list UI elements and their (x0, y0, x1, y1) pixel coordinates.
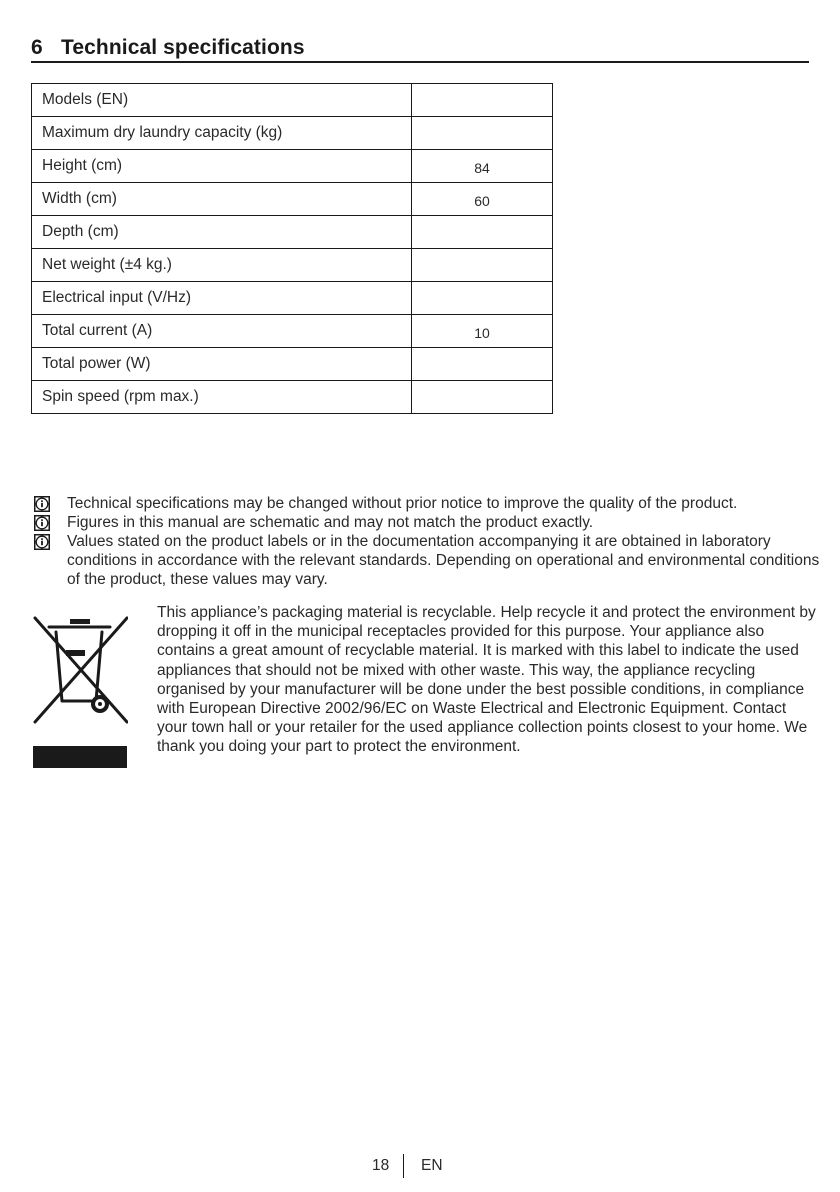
spec-row (32, 117, 553, 150)
spec-row (32, 216, 553, 249)
spec-label: Spin speed (rpm max.) (32, 381, 412, 414)
page-footer (0, 1154, 840, 1180)
note-item (34, 494, 824, 513)
notes-list (34, 494, 824, 589)
weee-bar (33, 746, 127, 768)
note-item (34, 513, 824, 532)
spec-table (31, 83, 553, 414)
spec-label: Depth (cm) (32, 216, 412, 249)
section-number: 6 (31, 36, 43, 59)
note-item (34, 532, 824, 589)
info-icon (34, 534, 50, 550)
spec-row (32, 249, 553, 282)
spec-value (412, 282, 553, 315)
spec-row (32, 315, 553, 348)
footer-divider (403, 1154, 404, 1178)
language-code: EN (421, 1157, 443, 1174)
note-text: Technical specifications may be changed without prior notice to improve the quality of the product. (67, 495, 738, 512)
note-text: Values stated on the product labels or in the documentation accompanying it are obtained in laboratory conditions in accordance with the relevant standards. Depending on operational and environmental conditions of the product, these values may vary. (67, 533, 820, 588)
spec-value: 60 (412, 183, 553, 216)
spec-label: Electrical input (V/Hz) (32, 282, 412, 315)
spec-value (412, 381, 553, 414)
spec-row (32, 183, 553, 216)
spec-value: 10 (412, 315, 553, 348)
note-text: Figures in this manual are schematic and may not match the product exactly. (67, 514, 594, 531)
spec-row (32, 150, 553, 183)
spec-value (412, 84, 553, 117)
page-number: 18 (372, 1157, 390, 1174)
spec-row (32, 84, 553, 117)
spec-label: Total power (W) (32, 348, 412, 381)
spec-label: Total current (A) (32, 315, 412, 348)
recycling-paragraph: This appliance’s packaging material is recyclable. Help recycle it and protect the environment by dropping it off in the municipal receptacles provided for this purpose. Your appliance also contains a great amount of recyclable material. It is marked with this label to indicate the used appliances that should not be mixed with other waste. This way, the appliance recycling organised by your manufacturer will be done under the best possible conditions, in compliance with European Directive 2002/96/EC on Waste Electrical and Electronic Equipment. Contact your town hall or your retailer for the used appliance collection points closest to your home. We thank you doing your part to protect the environment. (157, 604, 816, 756)
spec-value (412, 249, 553, 282)
spec-value (412, 117, 553, 150)
spec-row (32, 381, 553, 414)
info-icon (34, 515, 50, 531)
section-heading (31, 34, 809, 63)
info-icon (34, 496, 50, 512)
spec-value (412, 216, 553, 249)
spec-label: Width (cm) (32, 183, 412, 216)
spec-label: Models (EN) (32, 84, 412, 117)
spec-row (32, 282, 553, 315)
spec-value: 84 (412, 150, 553, 183)
section-title: Technical specifications (61, 36, 305, 59)
spec-value (412, 348, 553, 381)
spec-label: Maximum dry laundry capacity (kg) (32, 117, 412, 150)
spec-label: Net weight (±4 kg.) (32, 249, 412, 282)
spec-label: Height (cm) (32, 150, 412, 183)
spec-row (32, 348, 553, 381)
